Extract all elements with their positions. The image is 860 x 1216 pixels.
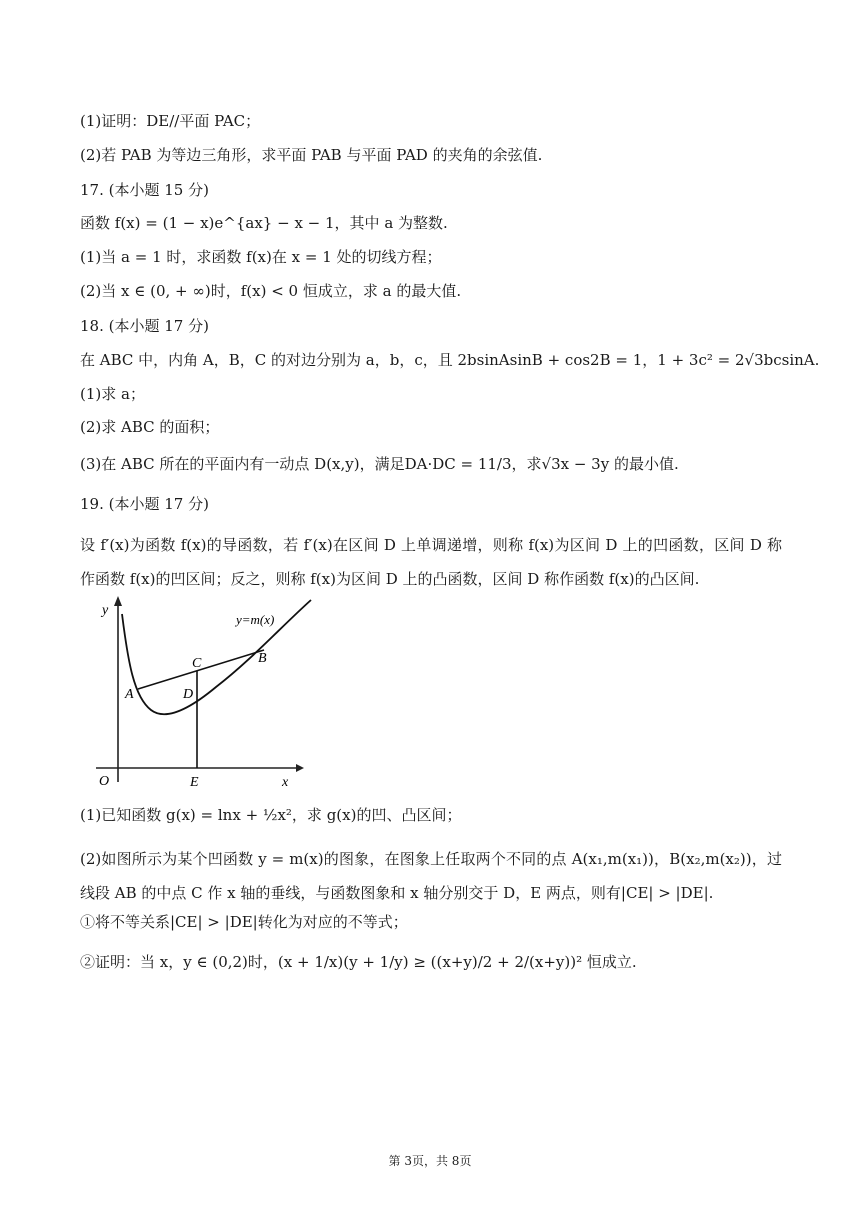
point-b-label: B xyxy=(258,651,267,666)
x-axis-arrow xyxy=(296,764,304,772)
line-7: 18. (本小题 17 分) xyxy=(80,317,209,335)
line-17: ②证明：当 x，y ∈ (0,2)时，(x + 1/x)(y + 1/y) ≥ ((x+y)/2 + 2/(x+y))² 恒成立. xyxy=(80,953,637,971)
x-label: x xyxy=(282,775,289,790)
line-8: 在 ABC 中，内角 A，B，C 的对边分别为 a，b，c，且 2bsinAsinB + cos2B = 1，1 + 3c² = 2√3bcsinA. xyxy=(80,351,820,369)
curve-m xyxy=(122,600,311,714)
point-c-label: C xyxy=(192,656,202,671)
line-14: (1)已知函数 g(x) = lnx + ½x²，求 g(x)的凹、凸区间； xyxy=(80,806,462,824)
line-5: (1)当 a = 1 时，求函数 f(x)在 x = 1 处的切线方程； xyxy=(80,248,442,266)
line-15: (2)如图所示为某个凹函数 y = m(x)的图象，在图象上任取两个不同的点 A(x₁,m(x₁))，B(x₂,m(x₂))，过线段 AB 的中点 C 作 x 轴的垂线，与函数图象和 x 轴分别交于 D，E 两点，则有|CE| > |DE|. xyxy=(80,850,782,902)
point-a-label: A xyxy=(125,687,134,702)
y-axis-arrow xyxy=(114,596,122,606)
origin-label: O xyxy=(99,774,110,789)
line-1: (1)证明：DE//平面 PAC； xyxy=(80,112,261,130)
line-6: (2)当 x ∈ (0, + ∞)时，f(x) < 0 恒成立，求 a 的最大值. xyxy=(80,282,462,300)
y-label: y xyxy=(102,603,109,618)
line-2: (2)若 PAB 为等边三角形，求平面 PAB 与平面 PAD 的夹角的余弦值. xyxy=(80,146,543,164)
line-16: ①将不等关系|CE| > |DE|转化为对应的不等式； xyxy=(80,913,408,931)
line-11: (3)在 ABC 所在的平面内有一动点 D(x,y)，满足DA·DC = 11/3，求√3x − 3y 的最小值. xyxy=(80,455,679,473)
line-13: 设 f′(x)为函数 f(x)的导函数，若 f′(x)在区间 D 上单调递增，则称 f(x)为区间 D 上的凹函数，区间 D 称作函数 f(x)的凹区间；反之，则称 f(x)为区间 D 上的凸函数，区间 D 称作函数 f(x)的凸区间. xyxy=(80,536,782,588)
convex-function-figure xyxy=(86,592,316,792)
line-3: 17. (本小题 15 分) xyxy=(80,181,209,199)
curve-label: y=m(x) xyxy=(236,612,275,627)
line-12: 19. (本小题 17 分) xyxy=(80,495,209,513)
point-e-label: E xyxy=(190,775,199,790)
line-10: (2)求 ABC 的面积； xyxy=(80,418,220,436)
line-9: (1)求 a； xyxy=(80,385,145,403)
point-d-label: D xyxy=(183,687,194,702)
line-4: 函数 f(x) = (1 − x)e^{ax} − x − 1，其中 a 为整数. xyxy=(80,214,448,232)
page-footer: 第 3页，共 8页 xyxy=(388,1154,472,1168)
